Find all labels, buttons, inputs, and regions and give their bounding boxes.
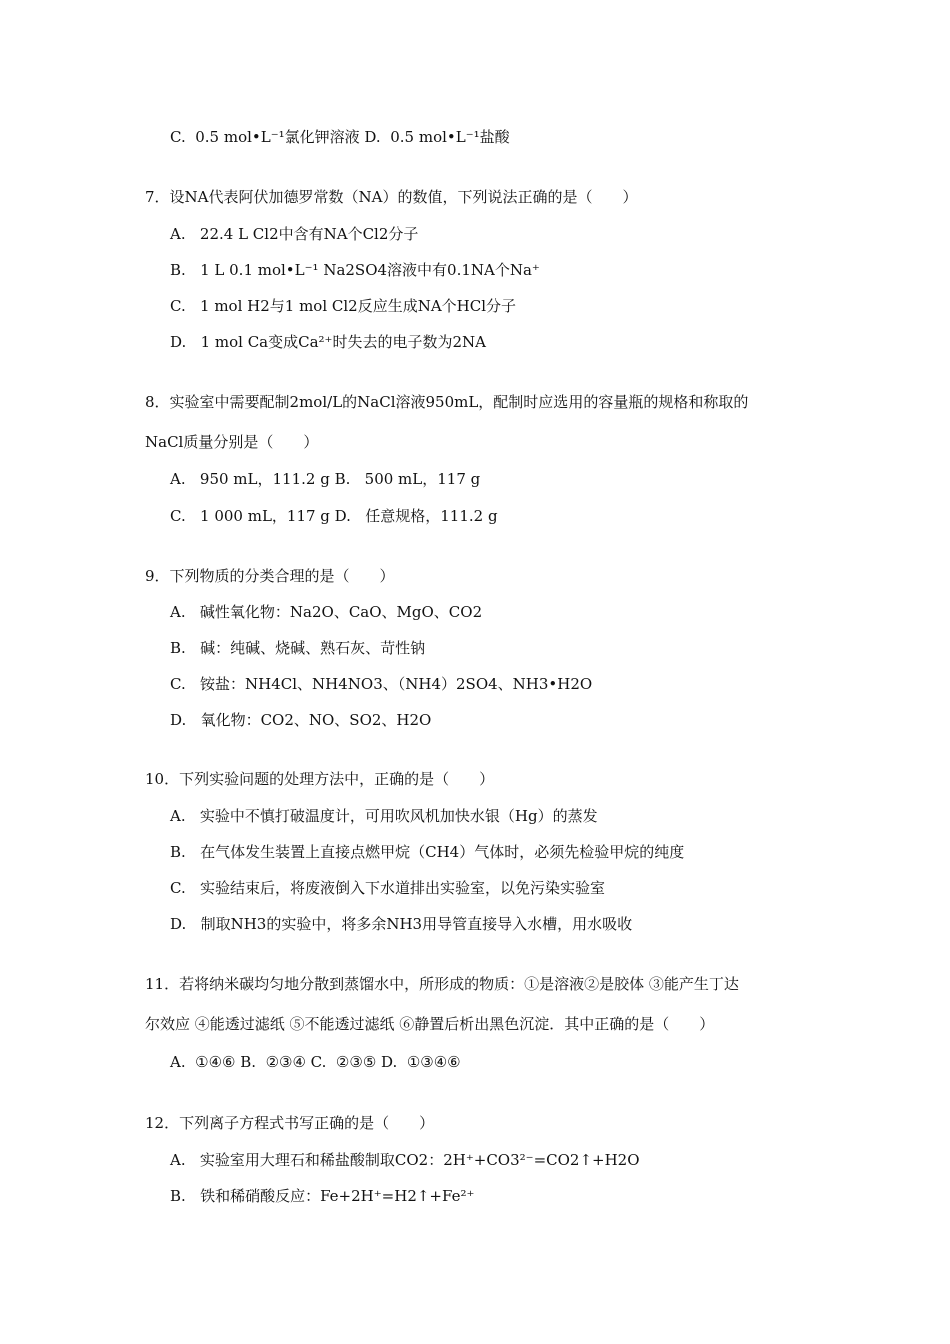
q9-option-d: D. 氧化物：CO2、NO、SO2、H2O <box>170 711 432 729</box>
q11-stem-line1: 11．若将纳米碳均匀地分散到蒸馏水中，所形成的物质：①是溶液②是胶体 ③能产生丁达 <box>145 975 739 993</box>
q9-option-c: C. 铵盐：NH4Cl、NH4NO3、（NH4）2SO4、NH3•H2O <box>170 675 593 693</box>
q7-option-c: C. 1 mol H2与1 mol Cl2反应生成NA个HCl分子 <box>170 297 517 315</box>
q10-option-b: B. 在气体发生装置上直接点燃甲烷（CH4）气体时，必须先检验甲烷的纯度 <box>170 843 685 861</box>
q10-stem: 10．下列实验问题的处理方法中，正确的是（ ） <box>145 770 495 788</box>
q7-option-a: A. 22.4 L Cl2中含有NA个Cl2分子 <box>170 225 419 243</box>
q10-option-a: A. 实验中不慎打破温度计，可用吹风机加快水银（Hg）的蒸发 <box>170 807 598 825</box>
q9-option-b: B. 碱：纯碱、烧碱、熟石灰、苛性钠 <box>170 639 426 657</box>
q12-stem: 12．下列离子方程式书写正确的是（ ） <box>145 1114 435 1132</box>
q8-stem-line2: NaCl质量分别是（ ） <box>145 433 319 451</box>
q12-option-b: B. 铁和稀硝酸反应：Fe+2H⁺=H2↑+Fe²⁺ <box>170 1187 475 1205</box>
q6-option-c: C. 0.5 mol•L⁻¹氯化钾溶液 D. 0.5 mol•L⁻¹盐酸 <box>170 128 510 146</box>
q10-option-c: C. 实验结束后，将废液倒入下水道排出实验室，以免污染实验室 <box>170 879 606 897</box>
q11-stem-line2: 尔效应 ④能透过滤纸 ⑤不能透过滤纸 ⑥静置后析出黑色沉淀．其中正确的是（ ） <box>145 1015 715 1033</box>
q12-option-a: A. 实验室用大理石和稀盐酸制取CO2：2H⁺+CO3²⁻=CO2↑+H2O <box>170 1151 640 1169</box>
q9-option-a: A. 碱性氧化物：Na2O、CaO、MgO、CO2 <box>170 603 483 621</box>
q7-option-b: B. 1 L 0.1 mol•L⁻¹ Na2SO4溶液中有0.1NA个Na⁺ <box>170 261 540 279</box>
q8-options-ab: A. 950 mL，111.2 g B. 500 mL，117 g <box>170 470 481 488</box>
q8-options-cd: C. 1 000 mL，117 g D. 任意规格，111.2 g <box>170 507 498 525</box>
q7-stem: 7．设NA代表阿伏加德罗常数（NA）的数值，下列说法正确的是（ ） <box>145 188 638 206</box>
q10-option-d: D. 制取NH3的实验中，将多余NH3用导管直接导入水槽，用水吸收 <box>170 915 633 933</box>
q7-option-d: D. 1 mol Ca变成Ca²⁺时失去的电子数为2NA <box>170 333 486 351</box>
q11-options: A. ①④⑥ B. ②③④ C. ②③⑤ D. ①③④⑥ <box>170 1053 461 1071</box>
q8-stem-line1: 8．实验室中需要配制2mol/L的NaCl溶液950mL，配制时应选用的容量瓶的规格和称取的 <box>145 393 749 411</box>
q9-stem: 9．下列物质的分类合理的是（ ） <box>145 567 395 585</box>
